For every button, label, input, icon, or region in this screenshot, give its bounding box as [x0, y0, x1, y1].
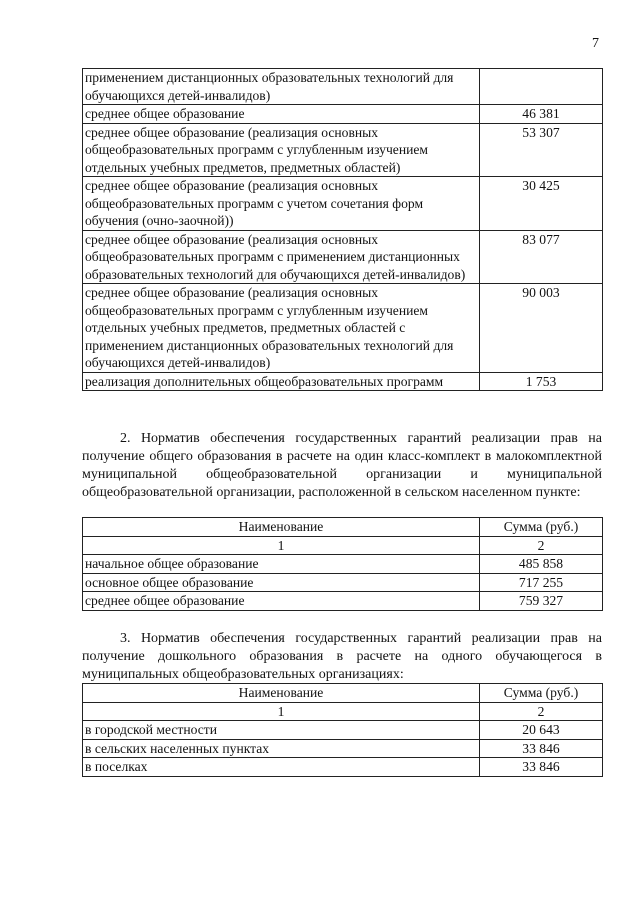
row-name: в сельских населенных пунктах [83, 739, 480, 758]
rural-norms-table [82, 517, 603, 611]
row-name: среднее общее образование (реализация основных общеобразовательных программ с углубленным изучением отдельных учебных предметов, предметных областей) [83, 123, 480, 177]
row-value: 759 327 [480, 592, 603, 611]
table-row [83, 555, 603, 574]
table-row [83, 69, 603, 105]
row-value: 53 307 [480, 123, 603, 177]
row-value: 83 077 [480, 230, 603, 284]
header-name: Наименование [83, 684, 480, 703]
table-index-row [83, 536, 603, 555]
column-index-1: 1 [83, 536, 480, 555]
row-name: основное общее образование [83, 573, 480, 592]
row-value: 33 846 [480, 739, 603, 758]
row-value: 33 846 [480, 758, 603, 777]
row-value: 30 425 [480, 177, 603, 231]
section-2-text: 2. Норматив обеспечения государственных гарантий реализации прав на получение общего образования в расчете на один класс-комплект в малокомплектной муниципальной общеобразовательной организации и муниципальной общеобразовательной организации, расположенной в сельском населенном пункте: [82, 431, 602, 500]
table-row [83, 758, 603, 777]
row-name: среднее общее образование (реализация основных общеобразовательных программ с применением дистанционных образовательных технологий для обучающихся детей-инвалидов) [83, 230, 480, 284]
row-value: 20 643 [480, 721, 603, 740]
section-3-paragraph [82, 630, 602, 684]
header-name: Наименование [83, 518, 480, 537]
column-index-1: 1 [83, 702, 480, 721]
header-sum: Сумма (руб.) [480, 518, 603, 537]
page-number: 7 [592, 36, 599, 51]
table-row [83, 721, 603, 740]
column-index-2: 2 [480, 702, 603, 721]
row-value: 717 255 [480, 573, 603, 592]
row-value: 485 858 [480, 555, 603, 574]
row-name: реализация дополнительных общеобразовательных программ [83, 372, 480, 391]
row-value: 46 381 [480, 105, 603, 124]
row-name: в городской местности [83, 721, 480, 740]
row-value: 90 003 [480, 284, 603, 373]
row-name: среднее общее образование [83, 105, 480, 124]
row-name: в поселках [83, 758, 480, 777]
section-2-paragraph [82, 430, 602, 502]
table-index-row [83, 702, 603, 721]
table-row [83, 123, 603, 177]
row-name: применением дистанционных образовательных технологий для обучающихся детей-инвалидов) [83, 69, 480, 105]
table-header-row [83, 684, 603, 703]
table-row [83, 592, 603, 611]
row-name: среднее общее образование (реализация основных общеобразовательных программ с углубленным изучением отдельных учебных предметов, предметных областей с применением дистанционных образовательных технологий для обучающихся детей-инвалидов) [83, 284, 480, 373]
table-row [83, 105, 603, 124]
table-row [83, 573, 603, 592]
row-value [480, 69, 603, 105]
table-row [83, 230, 603, 284]
row-name: начальное общее образование [83, 555, 480, 574]
row-name: среднее общее образование [83, 592, 480, 611]
row-name: среднее общее образование (реализация основных общеобразовательных программ с учетом сочетания форм обучения (очно-заочной)) [83, 177, 480, 231]
column-index-2: 2 [480, 536, 603, 555]
row-value: 1 753 [480, 372, 603, 391]
section-3-text: 3. Норматив обеспечения государственных гарантий реализации прав на получение дошкольного образования в расчете на одного обучающегося в муниципальных общеобразовательных организациях: [82, 631, 602, 682]
header-sum: Сумма (руб.) [480, 684, 603, 703]
table-row [83, 372, 603, 391]
table-header-row [83, 518, 603, 537]
table-row [83, 177, 603, 231]
table-row [83, 739, 603, 758]
preschool-norms-table [82, 683, 603, 777]
norms-table-continued [82, 68, 603, 391]
table-row [83, 284, 603, 373]
